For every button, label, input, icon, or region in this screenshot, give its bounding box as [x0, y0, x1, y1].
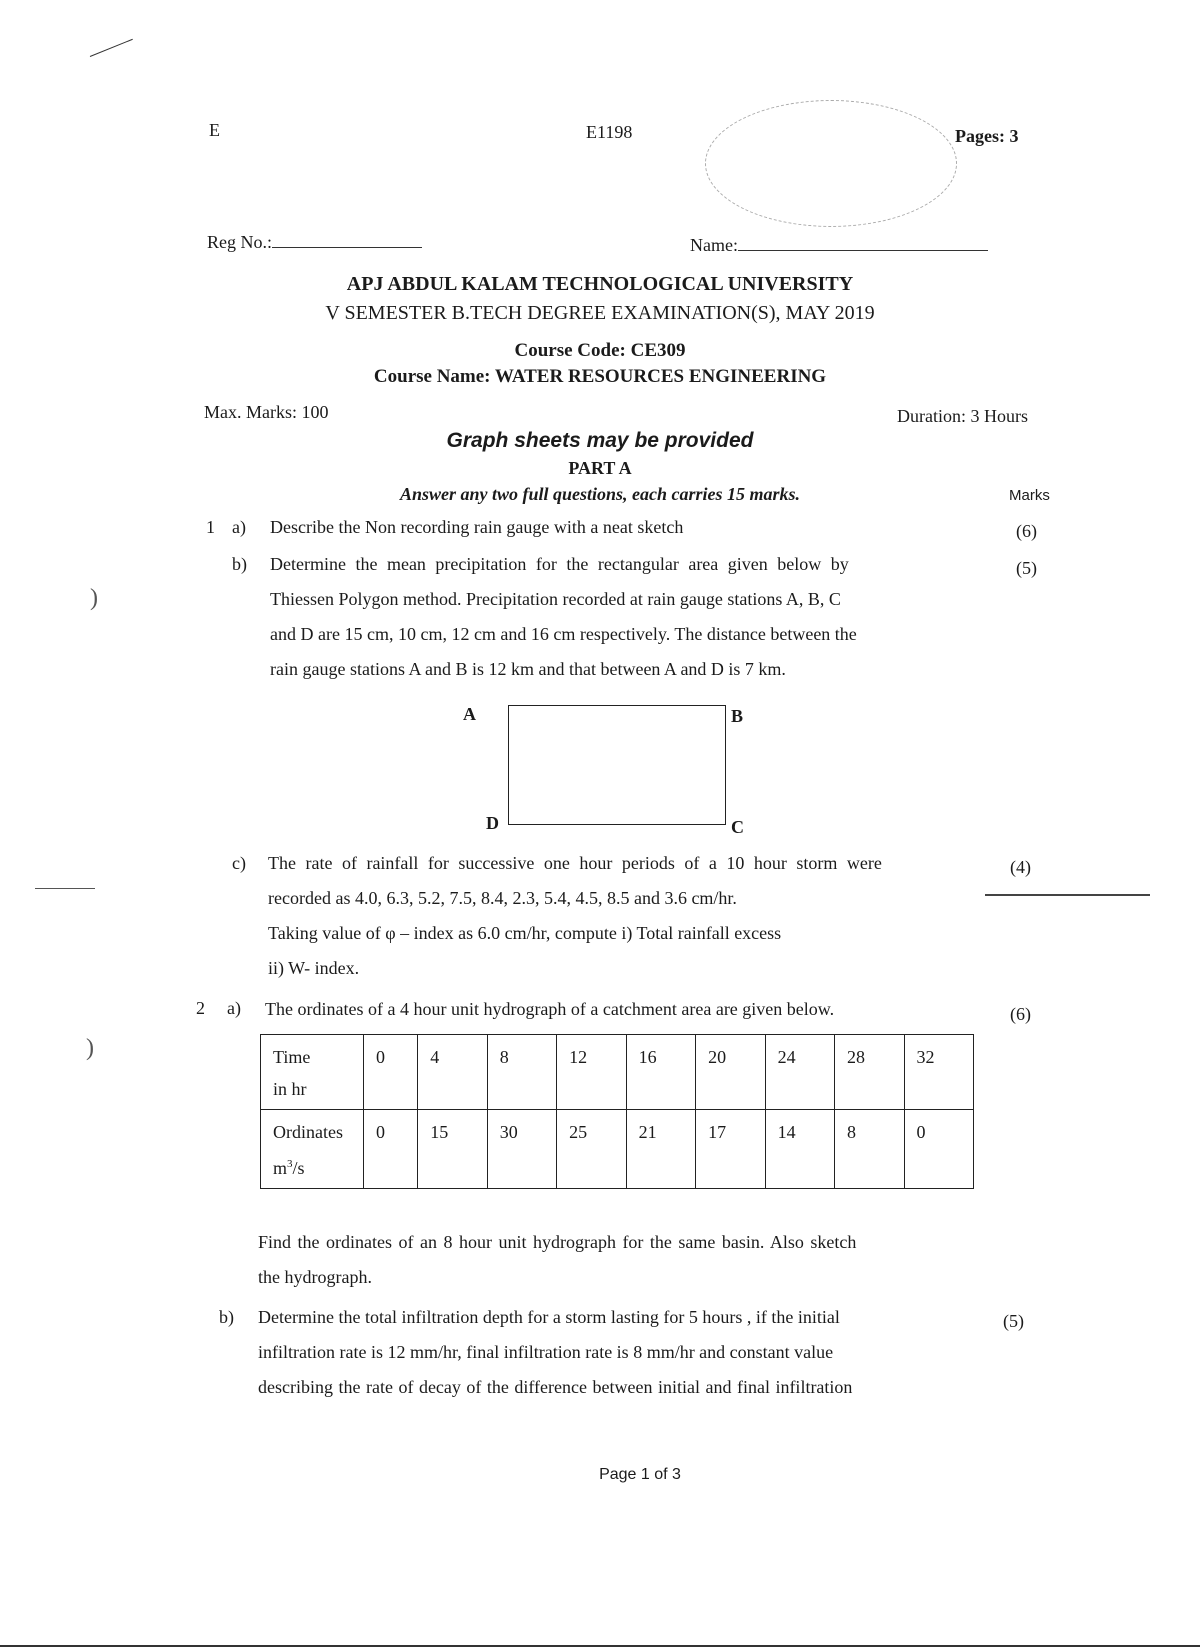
- q1b-marks: (5): [1016, 558, 1037, 578]
- q2a-followup: [258, 1225, 856, 1295]
- table-cell: 21: [626, 1110, 695, 1189]
- table-cell: 0: [364, 1035, 418, 1110]
- reg-no-blank: [272, 233, 422, 248]
- paper-code: E1198: [586, 122, 633, 142]
- q1c-line-3: Taking value of φ – index as 6.0 cm/hr, compute i) Total rainfall excess: [268, 923, 782, 943]
- q1b-label: b): [232, 554, 247, 574]
- station-a-label: A: [463, 704, 476, 724]
- course-code: Course Code: CE309: [514, 340, 686, 361]
- scan-dash-right: [985, 894, 1150, 896]
- q1a-text: Describe the Non recording rain gauge with a neat sketch: [270, 517, 684, 537]
- reg-no-field: [207, 232, 422, 253]
- duration: Duration: 3 Hours: [897, 406, 1028, 426]
- table-header-ordinates: [261, 1110, 364, 1189]
- graph-note: Graph sheets may be provided: [446, 429, 754, 452]
- table-header-time: [261, 1035, 364, 1110]
- part-instruction: Answer any two full questions, each carries 15 marks.: [399, 484, 801, 504]
- max-marks: Max. Marks: 100: [204, 402, 329, 422]
- left-code: E: [209, 120, 220, 140]
- page-footer: Page 1 of 3: [599, 1466, 681, 1483]
- q1c-line-4: ii) W- index.: [268, 958, 360, 978]
- q2b-line-1: Determine the total infiltration depth for a storm lasting for 5 hours , if the initial: [258, 1307, 840, 1327]
- table-cell: 17: [696, 1110, 765, 1189]
- q1c-line-1: The rate of rainfall for successive one hour periods of a 10 hour storm were: [268, 853, 882, 873]
- q1-number: 1: [206, 517, 215, 537]
- q1a-label: a): [232, 517, 246, 537]
- table-cell: 20: [696, 1035, 765, 1110]
- q2b-line-3: describing the rate of decay of the difference between initial and final infiltration: [258, 1377, 853, 1397]
- q2a-after-line-1: Find the ordinates of an 8 hour unit hydrograph for the same basin. Also sketch: [258, 1232, 857, 1252]
- ordinates-header-line1: Ordinates: [273, 1122, 343, 1142]
- unit-hydrograph-table: [260, 1034, 974, 1189]
- scan-bottom-line: [0, 1645, 1200, 1647]
- scan-dash-left: [35, 888, 95, 889]
- course-name: Course Name: WATER RESOURCES ENGINEERING: [373, 366, 827, 387]
- q1b-line-1: Determine the mean precipitation for the rectangular area given below by: [270, 554, 849, 574]
- q1b-line-2: Thiessen Polygon method. Precipitation recorded at rain gauge stations A, B, C: [270, 589, 841, 609]
- table-cell: 0: [364, 1110, 418, 1189]
- q1c-marks: (4): [1010, 857, 1031, 877]
- q1c-body: [268, 846, 882, 986]
- table-cell: 24: [765, 1035, 834, 1110]
- university-name: APJ ABDUL KALAM TECHNOLOGICAL UNIVERSITY: [346, 273, 854, 295]
- q2a-label: a): [227, 998, 241, 1018]
- scan-mark-top-left: [90, 39, 133, 57]
- marks-column-heading: Marks: [1009, 487, 1050, 504]
- ordinates-unit-tail: /s: [292, 1158, 305, 1178]
- q2a-text: The ordinates of a 4 hour unit hydrograph of a catchment area are given below.: [265, 999, 835, 1019]
- q2b-line-2: infiltration rate is 12 mm/hr, final infiltration rate is 8 mm/hr and constant value: [258, 1342, 834, 1362]
- q1c-line-2: recorded as 4.0, 6.3, 5.2, 7.5, 8.4, 2.3, 5.4, 4.5, 8.5 and 3.6 cm/hr.: [268, 888, 737, 908]
- table-cell: 30: [487, 1110, 556, 1189]
- ordinates-unit-sup: 3: [287, 1158, 293, 1170]
- table-cell: 15: [418, 1110, 487, 1189]
- table-cell: 8: [487, 1035, 556, 1110]
- q1b-line-3: and D are 15 cm, 10 cm, 12 cm and 16 cm respectively. The distance between the: [270, 624, 857, 644]
- q2b-body: [258, 1300, 852, 1405]
- q1b-body: [270, 547, 857, 687]
- time-header-line2: in hr: [273, 1079, 307, 1099]
- exam-name: V SEMESTER B.TECH DEGREE EXAMINATION(S), MAY 2019: [325, 302, 875, 324]
- station-b-label: B: [731, 706, 744, 726]
- table-cell: 8: [835, 1110, 904, 1189]
- scan-bracket-2: ): [86, 1035, 94, 1061]
- rectangular-area-figure: [508, 705, 726, 825]
- part-heading: PART A: [568, 458, 632, 478]
- scan-bracket-1: ): [90, 585, 98, 611]
- name-blank: [738, 236, 988, 251]
- ordinates-unit: m: [273, 1158, 288, 1178]
- q2a-marks: (6): [1010, 1004, 1031, 1024]
- name-field: [690, 235, 988, 256]
- station-d-label: D: [486, 813, 499, 833]
- reg-no-label: Reg No.:: [207, 232, 272, 252]
- time-header-line1: Time: [273, 1047, 311, 1067]
- page-count: Pages: 3: [955, 126, 1019, 146]
- table-row-ordinates: [261, 1110, 974, 1189]
- table-cell: 4: [418, 1035, 487, 1110]
- stamp-impression: [705, 100, 957, 227]
- name-label: Name:: [690, 235, 738, 255]
- table-cell: 25: [557, 1110, 626, 1189]
- table-cell: 32: [904, 1035, 974, 1110]
- table-cell: 14: [765, 1110, 834, 1189]
- q2a-after-line-2: the hydrograph.: [258, 1267, 372, 1287]
- table-cell: 16: [626, 1035, 695, 1110]
- station-c-label: C: [731, 817, 744, 837]
- q1a-marks: (6): [1016, 521, 1037, 541]
- table-cell: 28: [835, 1035, 904, 1110]
- q2b-label: b): [219, 1307, 234, 1327]
- table-cell: 0: [904, 1110, 974, 1189]
- q1c-label: c): [232, 853, 246, 873]
- table-row-time: [261, 1035, 974, 1110]
- q2-number: 2: [196, 998, 205, 1018]
- q2b-marks: (5): [1003, 1311, 1024, 1331]
- table-cell: 12: [557, 1035, 626, 1110]
- q1b-line-4: rain gauge stations A and B is 12 km and that between A and D is 7 km.: [270, 659, 786, 679]
